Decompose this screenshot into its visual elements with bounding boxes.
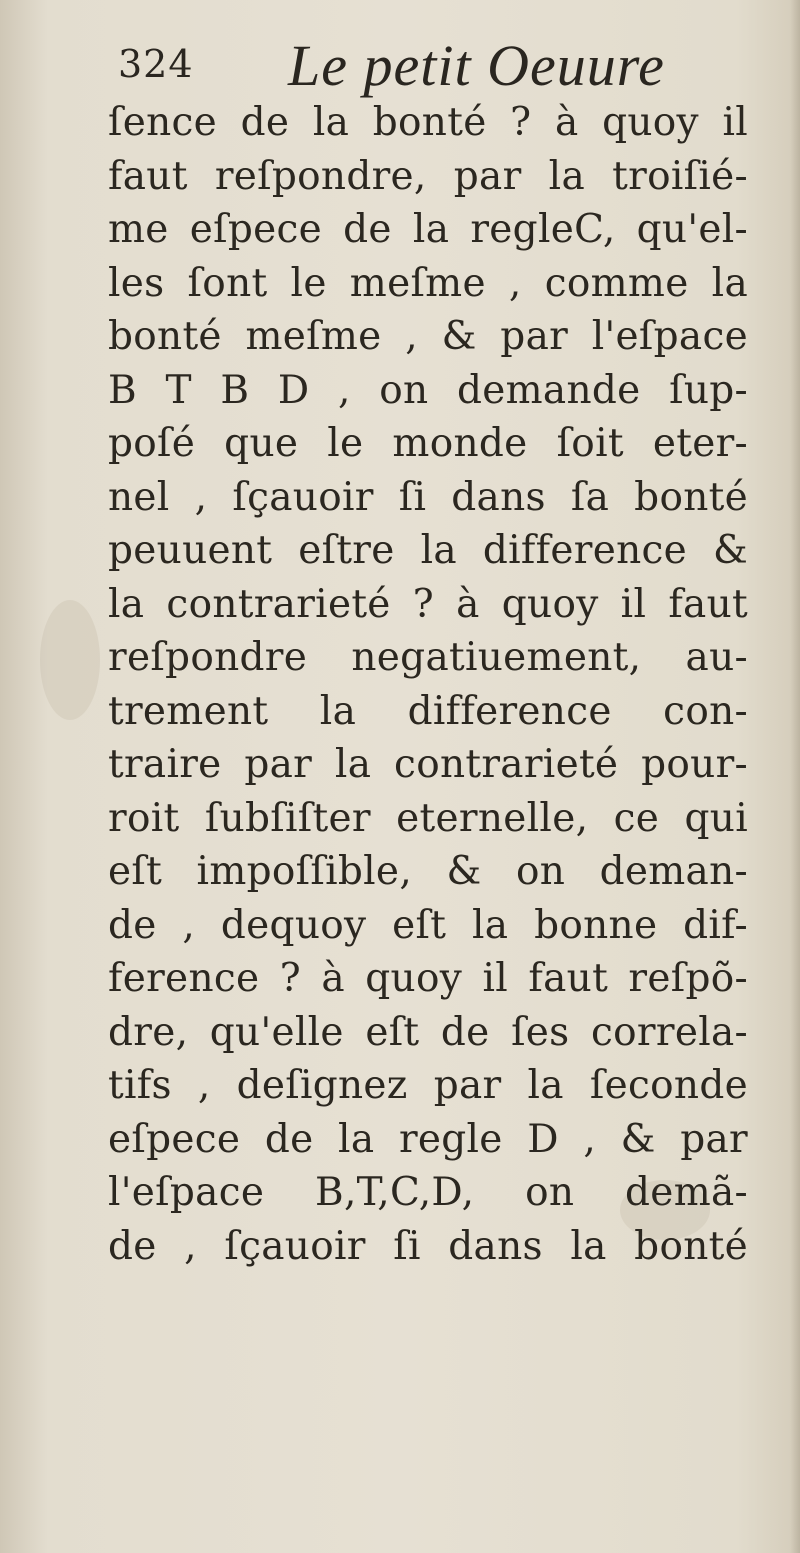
text-line: roit ſubſiſter eternelle, ce qui bbox=[108, 795, 748, 841]
text-line: B T B D , on demande ſup- bbox=[108, 367, 748, 413]
text-line: me eſpece de la regleC, qu'el- bbox=[108, 207, 748, 252]
text-line: poſé que le monde ſoit eter- bbox=[108, 421, 748, 466]
page-edge-shadow bbox=[790, 0, 800, 1553]
text-line: l'eſpace B,T,C,D, on demã- bbox=[108, 1170, 748, 1215]
text-line: les ſont le meſme , comme la bbox=[108, 260, 748, 306]
running-title: Le petit Oeuure bbox=[288, 33, 665, 98]
text-line: trement la difference con- bbox=[108, 688, 748, 734]
text-line: de , ſçauoir ſi dans la bonté bbox=[108, 1223, 748, 1269]
page-header bbox=[118, 28, 738, 98]
text-line: reſpondre negatiuement, au- bbox=[108, 635, 748, 680]
page-number: 324 bbox=[118, 42, 194, 86]
text-body bbox=[108, 96, 748, 1273]
text-line: la contrarieté ? à quoy il faut bbox=[108, 581, 748, 627]
text-line: eſt impoſſible, & on deman- bbox=[108, 849, 748, 894]
text-line: nel , ſçauoir ſi dans ſa bonté bbox=[108, 474, 748, 520]
text-line: bonté meſme , & par l'eſpace bbox=[108, 314, 748, 359]
text-line: eſpece de la regle D , & par bbox=[108, 1116, 748, 1162]
text-line: peuuent eſtre la difference & bbox=[108, 528, 748, 573]
text-line: de , dequoy eſt la bonne dif- bbox=[108, 902, 748, 948]
text-line: tifs , deſignez par la ſeconde bbox=[108, 1063, 748, 1108]
text-line: dre, qu'elle eſt de ſes correla- bbox=[108, 1009, 748, 1055]
text-line: ference ? à quoy il faut reſpõ- bbox=[108, 956, 748, 1001]
text-line: faut reſpondre, par la troiſié- bbox=[108, 153, 748, 199]
paper-stain bbox=[40, 600, 100, 720]
text-line: ſence de la bonté ? à quoy il bbox=[108, 100, 748, 145]
text-line: traire par la contrarieté pour- bbox=[108, 742, 748, 787]
